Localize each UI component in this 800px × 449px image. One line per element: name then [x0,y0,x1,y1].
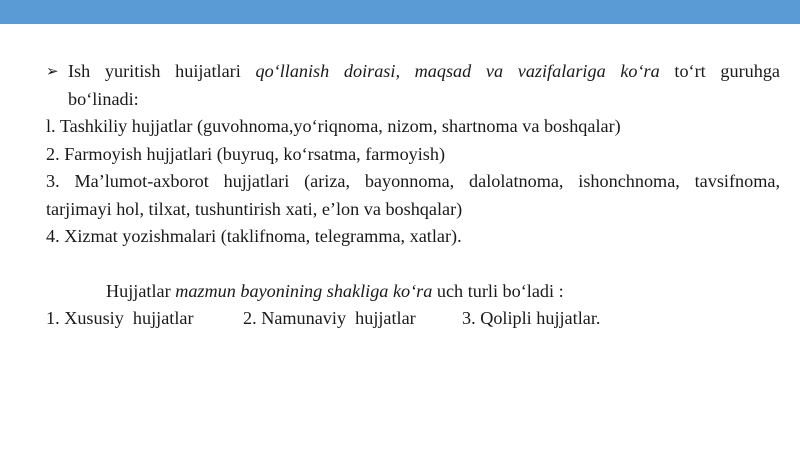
bullet-text [68,58,780,113]
spacer [46,251,780,278]
content-italic: mazmun bayonining shakliga ko‘ra [175,280,433,301]
bullet-item [46,58,780,113]
content-section-heading [46,278,780,306]
slide-content [46,58,780,333]
bullet-tail-1: to‘rt guruhga [659,61,780,81]
bullet-lead: Ish yuritish huijatlari [68,61,256,81]
bullet-line-1 [68,58,780,86]
types-row [46,305,780,333]
bullet-tail-2: bo‘linadi: [68,88,139,109]
arrow-bullet-icon: ➢ [46,62,59,80]
group-item-4: 4. Xizmat yozishmalari (taklifnoma, telegramma, xatlar). [46,226,462,246]
group-item-3: 3. Ma’lumot-axborot hujjatlari (ariza, bayonnoma, dalolatnoma, ishonchnoma, tavsifnoma, [46,171,780,191]
type-item-1: 1. Xususiy hujjatlar [46,308,194,328]
group-item-2: 2. Farmoyish hujjatlari (buyruq, ko‘rsatma, farmoyish) [46,143,446,164]
group-item-3-cont: tarjimayi hol, tilxat, tushuntirish xati, e’lon va boshqalar) [46,198,463,219]
group-item-1: l. Tashkiliy hujjatlar (guvohnoma,yo‘riqnoma, nizom, shartnoma va boshqalar) [46,116,621,136]
content-tail: uch turli bo‘ladi : [432,280,564,301]
content-lead: Hujjatlar [106,280,176,301]
header-bar [0,0,800,24]
bullet-italic: qo‘llanish doirasi, maqsad va vazifalariga ko‘ra [255,61,660,81]
type-item-2: 2. Namunaviy hujjatlar [243,308,416,328]
type-item-3: 3. Qolipli hujjatlar. [462,308,601,328]
